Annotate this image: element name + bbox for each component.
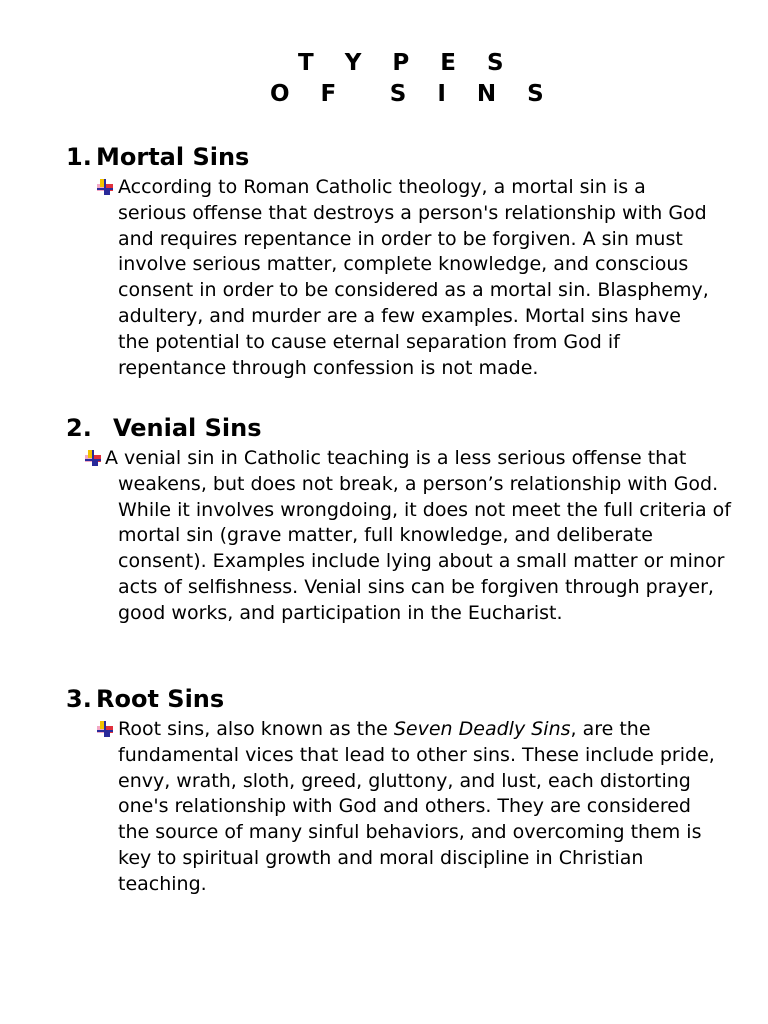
paragraph-italic-term: Seven Deadly Sins [393, 718, 571, 740]
section-number: 3. [66, 685, 92, 713]
section-heading [66, 413, 262, 443]
section-heading-text: Root Sins [96, 685, 225, 713]
section-heading-text: Mortal Sins [96, 143, 250, 171]
four-color-bullet-icon [84, 449, 102, 467]
four-color-bullet-icon [96, 720, 114, 738]
section-heading [66, 142, 249, 172]
section-heading-text: Venial Sins [113, 414, 262, 442]
paragraph-text-after: , are the fundamental vices that lead to other sins. These include pride, envy, wrath, sloth, greed, gluttony, and lust, each distorting one's relationship with God and others. They are considered the source of many sinful behaviors, and overcoming them is key to spiritual growth and moral discipline in Christian teaching. [118, 718, 715, 895]
section-number: 2. [66, 414, 92, 442]
document-title: T Y P E S O F S I N S [270, 50, 553, 107]
four-color-bullet-icon [96, 178, 114, 196]
section-heading [66, 684, 224, 714]
paragraph-text-before: Root sins, also known as the [118, 718, 394, 740]
section-paragraph: A venial sin in Catholic teaching is a less serious offense that weakens, but does not break, a person’s relationship with God. While it involves wrongdoing, it does not meet the full criteria of mortal sin (grave matter, full knowledge, and deliberate consent). Examples include lying about a small matter or minor acts of selfishness. Venial sins can be forgiven through prayer, good works, and participation in the Eucharist. [105, 447, 731, 624]
section-paragraph [118, 717, 723, 898]
section-paragraph: According to Roman Catholic theology, a mortal sin is a serious offense that destroys a person's relationship with God and requires repentance in order to be forgiven. A sin must involve serious matter, complete knowledge, and conscious consent in order to be considered as a mortal sin. Blasphemy, adultery, and murder are a few examples. Mortal sins have the potential to cause eternal separation from God if repentance through confession is not made. [118, 176, 709, 379]
section-number: 1. [66, 143, 92, 171]
